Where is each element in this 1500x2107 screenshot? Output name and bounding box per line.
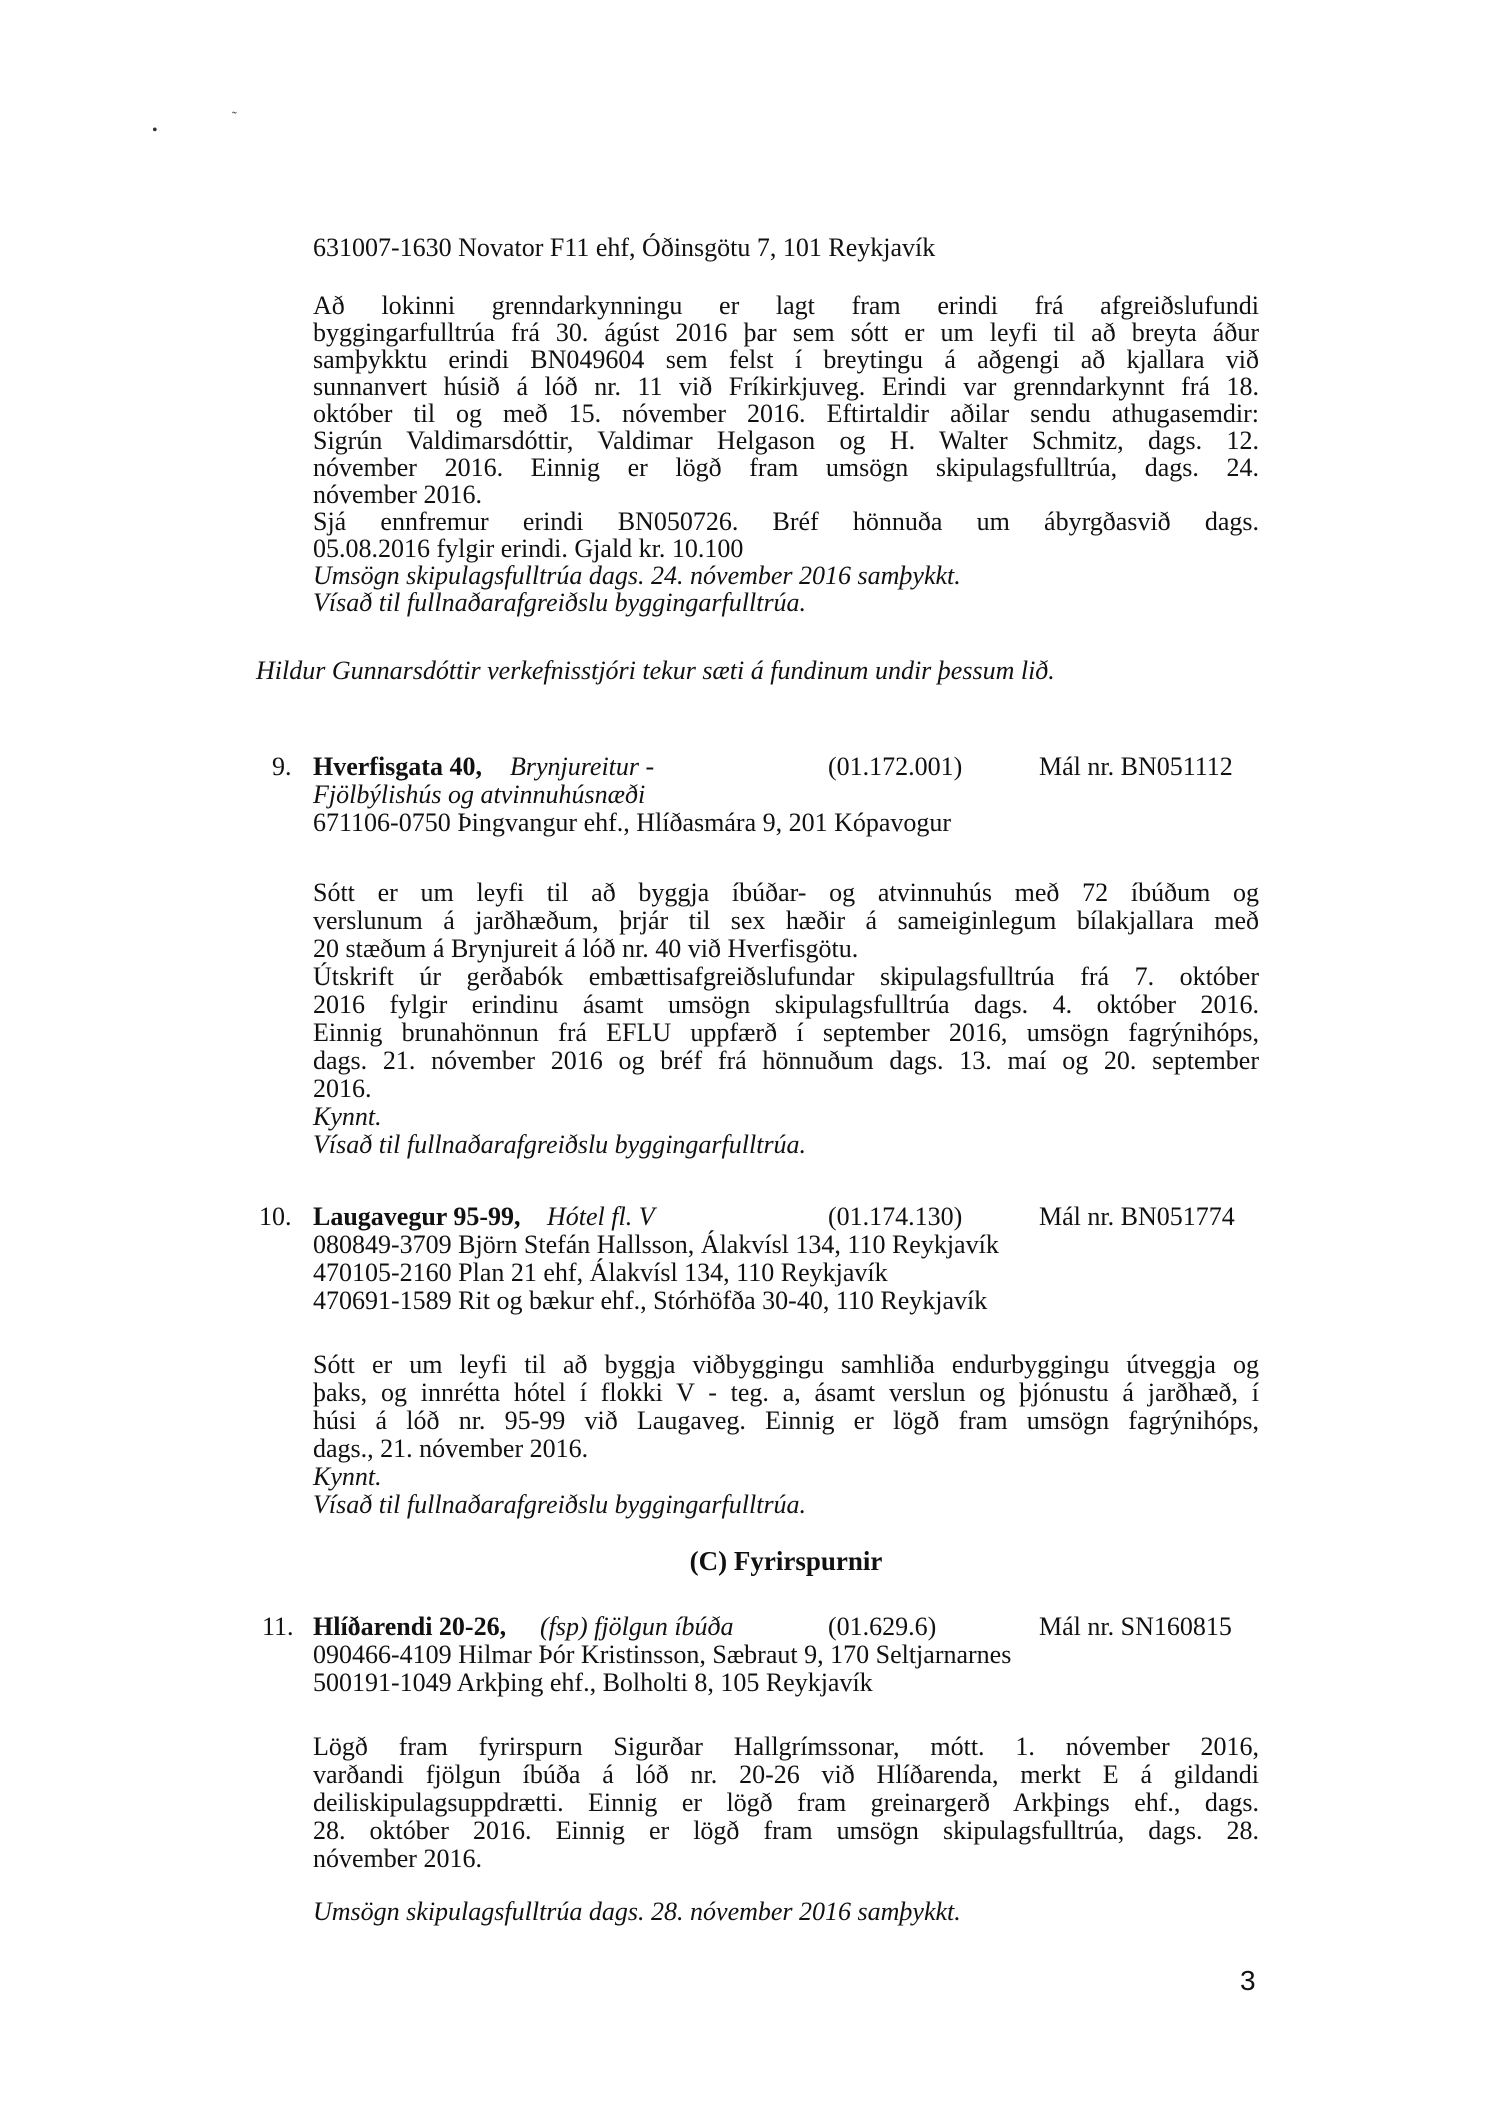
item-subtitle: (fsp) fjölgun íbúða	[540, 1612, 734, 1641]
decision-line: Vísað til fullnaðarafgreiðslu byggingarfulltrúa.	[313, 1490, 807, 1519]
land-number: (01.629.6)	[828, 1612, 937, 1641]
body-line: 20 stæðum á Brynjureit á lóð nr. 40 við Hverfisgötu.	[313, 934, 859, 963]
decision-line: Kynnt.	[313, 1462, 382, 1491]
item-street: Hverfisgata 40,	[313, 752, 482, 781]
body-line: verslunum á jarðhæðum, þrjár til sex hæðir á sameiginlegum bílakjallara með	[313, 906, 1259, 935]
body-line: Sótt er um leyfi til að byggja íbúðar- og atvinnuhús með 72 íbúðum og	[313, 878, 1259, 907]
body-line: nóvember 2016.	[313, 480, 482, 509]
body-line: nóvember 2016.	[313, 1844, 482, 1873]
case-number: Mál nr. BN051112	[1039, 752, 1233, 781]
decision-line: Umsögn skipulagsfulltrúa dags. 28. nóvember 2016 samþykkt.	[313, 1897, 961, 1926]
decision-line: Umsögn skipulagsfulltrúa dags. 24. nóvember 2016 samþykkt.	[313, 561, 961, 590]
body-line: Að lokinni grenndarkynningu er lagt fram erindi frá afgreiðslufundi	[313, 291, 1259, 320]
meeting-note: Hildur Gunnarsdóttir verkefnisstjóri tekur sæti á fundinum undir þessum lið.	[256, 656, 1055, 685]
scan-tick-mark: ˜	[232, 110, 237, 125]
body-line: sunnanvert húsið á lóð nr. 11 við Fríkirkjuveg. Erindi var grenndarkynnt frá 18.	[313, 372, 1259, 401]
item-number: 9.	[272, 752, 292, 781]
case-number: Mál nr. BN051774	[1039, 1202, 1235, 1231]
body-line: húsi á lóð nr. 95-99 við Laugaveg. Einnig er lögð fram umsögn fagrýnihóps,	[313, 1406, 1259, 1435]
item-number: 10.	[259, 1202, 292, 1231]
section-heading: (C) Fyrirspurnir	[689, 1546, 883, 1576]
item-subtitle: Brynjureitur -	[510, 752, 655, 781]
applicant-line: 470691-1589 Rit og bækur ehf., Stórhöfða 30-40, 110 Reykjavík	[313, 1286, 988, 1315]
body-line: 05.08.2016 fylgir erindi. Gjald kr. 10.100	[313, 534, 744, 563]
applicant-line: 470105-2160 Plan 21 ehf, Álakvísl 134, 110 Reykjavík	[313, 1258, 888, 1287]
body-line: samþykktu erindi BN049604 sem felst í breytingu á aðgengi að kjallara við	[313, 345, 1259, 374]
item-number: 11.	[262, 1612, 294, 1641]
item-street: Laugavegur 95-99,	[313, 1202, 521, 1231]
body-line: dags., 21. nóvember 2016.	[313, 1434, 589, 1463]
body-line: Einnig brunahönnun frá EFLU uppfærð í september 2016, umsögn fagrýnihóps,	[313, 1018, 1259, 1047]
land-number: (01.174.130)	[828, 1202, 963, 1231]
body-line: þaks, og innrétta hótel í flokki V - teg. a, ásamt verslun og þjónustu á jarðhæð, í	[313, 1378, 1259, 1407]
body-line: nóvember 2016. Einnig er lögð fram umsögn skipulagsfulltrúa, dags. 24.	[313, 453, 1259, 482]
decision-line: Vísað til fullnaðarafgreiðslu byggingarfulltrúa.	[313, 588, 807, 617]
body-line: byggingarfulltrúa frá 30. ágúst 2016 þar sem sótt er um leyfi til að breyta áður	[313, 318, 1259, 347]
body-line: varðandi fjölgun íbúða á lóð nr. 20-26 við Hlíðarenda, merkt E á gildandi	[313, 1760, 1259, 1789]
body-line: deiliskipulagsuppdrætti. Einnig er lögð fram greinargerð Arkþings ehf., dags.	[313, 1788, 1259, 1817]
decision-line: Vísað til fullnaðarafgreiðslu byggingarfulltrúa.	[313, 1130, 807, 1159]
case-number: Mál nr. SN160815	[1039, 1612, 1232, 1641]
scan-dot-mark: •	[152, 122, 158, 139]
top-applicant: 631007-1630 Novator F11 ehf, Óðinsgötu 7, 101 Reykjavík	[313, 233, 936, 262]
body-line: Sótt er um leyfi til að byggja viðbyggingu samhliða endurbyggingu útveggja og	[313, 1350, 1259, 1379]
body-line: 28. október 2016. Einnig er lögð fram umsögn skipulagsfulltrúa, dags. 28.	[313, 1816, 1259, 1845]
item-subtitle-cont: Fjölbýlishús og atvinnuhúsnæði	[313, 780, 646, 809]
body-line: Lögð fram fyrirspurn Sigurðar Hallgrímssonar, mótt. 1. nóvember 2016,	[313, 1732, 1259, 1761]
body-line: Útskrift úr gerðabók embættisafgreiðslufundar skipulagsfulltrúa frá 7. október	[313, 962, 1259, 991]
decision-line: Kynnt.	[313, 1102, 382, 1131]
body-line: 2016 fylgir erindinu ásamt umsögn skipulagsfulltrúa dags. 4. október 2016.	[313, 990, 1259, 1019]
body-line: október til og með 15. nóvember 2016. Eftirtaldir aðilar sendu athugasemdir:	[313, 399, 1259, 428]
item-street: Hlíðarendi 20-26,	[313, 1612, 507, 1641]
applicant-line: 671106-0750 Þingvangur ehf., Hlíðasmára 9, 201 Kópavogur	[313, 808, 952, 837]
land-number: (01.172.001)	[828, 752, 963, 781]
applicant-line: 080849-3709 Björn Stefán Hallsson, Álakvísl 134, 110 Reykjavík	[313, 1230, 999, 1259]
body-line: 2016.	[313, 1074, 372, 1103]
item-subtitle: Hótel fl. V	[547, 1202, 655, 1231]
applicant-line: 090466-4109 Hilmar Þór Kristinsson, Sæbraut 9, 170 Seltjarnarnes	[313, 1640, 1012, 1669]
page-number: 3	[1240, 1965, 1256, 1996]
applicant-line: 500191-1049 Arkþing ehf., Bolholti 8, 105 Reykjavík	[313, 1668, 873, 1697]
body-line: Sigrún Valdimarsdóttir, Valdimar Helgason og H. Walter Schmitz, dags. 12.	[313, 426, 1259, 455]
body-line: Sjá ennfremur erindi BN050726. Bréf hönnuða um ábyrgðasvið dags.	[313, 507, 1259, 536]
body-line: dags. 21. nóvember 2016 og bréf frá hönnuðum dags. 13. maí og 20. september	[313, 1046, 1259, 1075]
